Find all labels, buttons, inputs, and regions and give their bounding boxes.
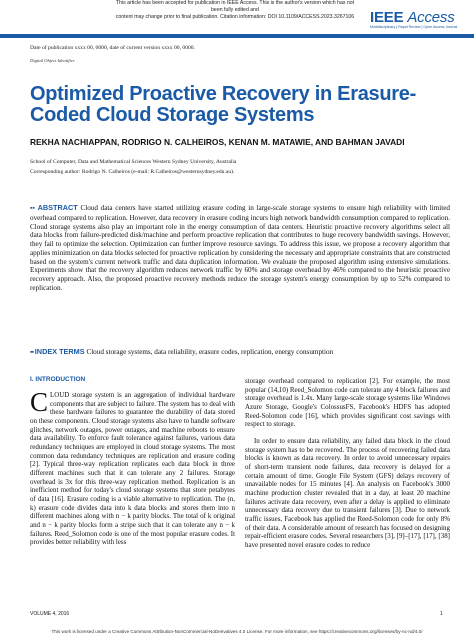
abstract-marker-icon: ▪▪ (30, 205, 35, 212)
top-notice-line-1: This article has been accepted for publication in IEEE Access. This is the author's version which has not been fully edited and (115, 0, 355, 13)
author-list: REKHA NACHIAPPAN, RODRIGO N. CALHEIROS, KENAN M. MATAWIE, AND BAHMAN JAVADI (30, 137, 405, 147)
index-terms-marker-icon: ▪▪ (30, 349, 33, 356)
index-terms-block (30, 348, 450, 358)
abstract-text: Cloud data centers have started utilizing erasure coding in large-scale storage systems to ensure high reliability with limited overhead compared to replication. However, data recovery in erasure coding incurs high network bandwidth consumption compared to replication. Cloud storage systems also play an important role in the energy consumption of data centers. Heuristic proactive recovery algorithms select all data blocks from failure-predicted disk/machine and perform proactive replication that contributes to huge recovery bandwidth savings. However, they fail to optimize the selection. Optimization can further improve resource savings. To address this issue, we propose a recovery algorithm that applies minimization on data blocks selected for proactive replication by considering the necessary and appropriate constraints that are constructed based on the system's current network traffic and data duplication information. We evaluate the proposed algorithm using extensive simulations. Experiments show that the recovery algorithm reduces network traffic by 60% and storage overhead by 46% compared to the heuristic proactive recovery approach. Also, the proposed proactive recovery methods reduce the storage system's energy consumption by up to 52% compared to replication. (30, 204, 450, 292)
right-column (245, 377, 450, 549)
intro-paragraph-1 (30, 387, 235, 547)
corresponding-author: Corresponding author: Rodrigo N. Calheiros (e-mail: R.Calheiros@westernsydney.edu.au). (30, 169, 235, 175)
abstract-label: ABSTRACT (37, 203, 78, 212)
logo-ieee: IEEE (370, 9, 404, 26)
top-notice-line-2: content may change prior to final publication. Citation information: DOI 10.1109/ACCESS.2023.3267106 (115, 14, 355, 20)
header-rule (0, 34, 474, 38)
logo-access: Access (407, 9, 455, 26)
top-notice (110, 0, 360, 21)
abstract-block (30, 204, 450, 293)
logo-wordmark (370, 9, 466, 26)
dropcap-letter: C (30, 387, 49, 417)
index-terms-label: INDEX TERMS (34, 347, 85, 356)
left-column (30, 387, 235, 547)
paper-title: Optimized Proactive Recovery in Erasure-Coded Cloud Storage Systems (30, 83, 416, 126)
ieee-access-logo (370, 9, 466, 29)
intro-paragraph-3: In order to ensure data reliability, any failed data block in the cloud storage system has to be recovered. The process of recovering failed data blocks is known as data recovery. In order to avoid unnecessary repairs of short-term transient node failures, data recovery is delayed for a certain amount of time. Google File System (GFS) delays recovery of unavailable nodes for 15 minutes [4]. An analysis on Facebook's 3000 machine production cluster revealed that in a day, at least 20 machine failures activate data recovery, even after a delay is applied to eliminate unnecessary data recovery due to transient failures [3]. Due to network traffic issues, Facebook has applied the Reed-Solomon code for only 8% of their data. A considerable amount of research has focused on designing repair-efficient erasure codes. Several researchers [3], [9]–[17], [17], [38] have presented novel erasure codes to reduce (245, 436, 450, 549)
intro-paragraph-1-text: LOUD storage system is an aggregation of individual hardware components that are subject to failure. The system has to deal with these hardware failures to guarantee the durability of data stored on these components. Cloud storage systems also have to handle software glitches, network outages, power outages, and machine reboots to ensure data availability. To enforce fault tolerance against failures, various data redundancy techniques are employed in cloud storage systems. The most common data redundancy techniques are replication and erasure coding [2]. Typical three-way replication replicates each data block in three different machines such that it can tolerate any 2 failures. Storage overhead is 3x for this three-way replication method. Replication is an inefficient method for today's cloud storage systems that store petabytes of data [16]. Erasure coding is a viable alternative to replication. The (n, k) erasure code divides data into k data blocks and stores them into n different machines along with n − k parity blocks. The total of k original and n − k parity blocks form a stripe such that it can tolerate any n − k failures. Reed_Solomon code is one of the most popular erasure codes. It provides better reliability with less (30, 391, 235, 547)
affiliation: School of Computer, Data and Mathematical Sciences Western Sydney University, Australia (30, 159, 237, 165)
volume-label: VOLUME 4, 2016 (30, 611, 70, 617)
section-heading: I. INTRODUCTION (30, 376, 86, 383)
digital-object-identifier: Digital Object Identifier (30, 58, 75, 63)
logo-tagline: Multidisciplinary | Rapid Review | Open Access Journal (370, 25, 458, 29)
index-terms-text: Cloud storage systems, data reliability, erasure codes, replication, energy consumption (86, 348, 334, 356)
intro-paragraph-2: storage overhead compared to replication [2]. For example, the most popular (14,10) Reed_Solomon code can tolerate any 4 block failures and storage overhead is 1.4x. Many large-scale storage systems like Windows Azure Storage, Google's ColossusFS, Facebook's HDFS has adopted Reed-Solomon code [16], which provides significant cost savings with respect to storage. (245, 377, 450, 429)
license-notice: This work is licensed under a Creative Commons Attribution-NonCommercial-NoDerivatives 4.0 License. For more information, see https://creativecommons.org/licenses/by-nc-nd/4.0/ (51, 629, 423, 634)
page-number: 1 (440, 611, 443, 617)
publication-dates: Date of publication xxxx 00, 0000, date of current version xxxx 00, 0000. (30, 45, 195, 51)
